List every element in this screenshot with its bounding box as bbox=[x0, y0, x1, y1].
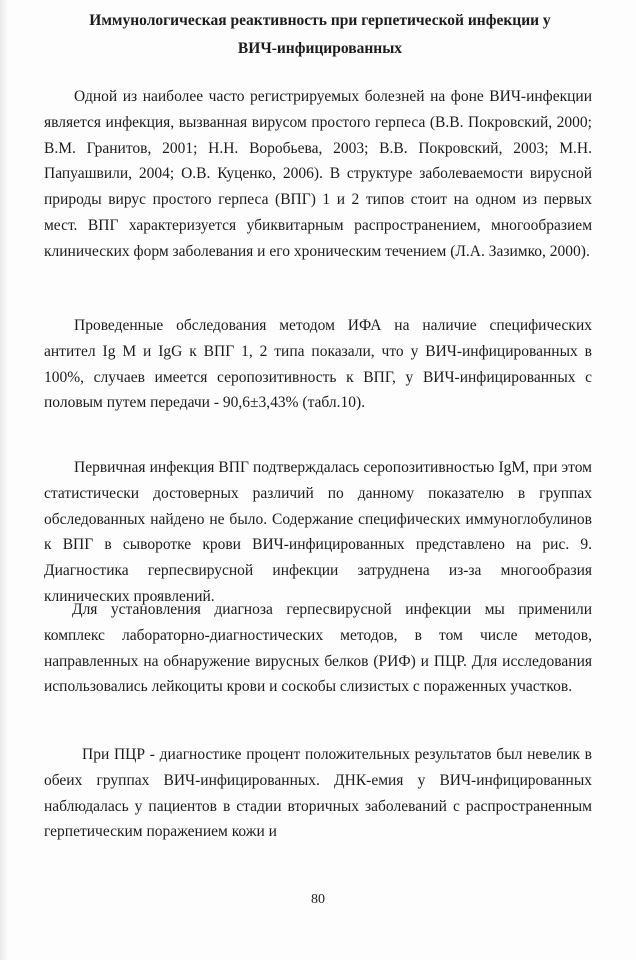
paragraph-2: Проведенные обследования методом ИФА на наличие специфических антител Ig M и IgG к ВПГ 1, 2 типа показали, что у ВИЧ-инфицированных в 100%, случаев имеется серопозитивность к ВПГ, у ВИЧ-инфицированных с половым путем передачи - 90,6±3,43% (табл.10). bbox=[44, 317, 592, 412]
paragraph-4: Для установления диагноза герпесвирусной инфекции мы применили комплекс лабораторно-диагностических методов, в том числе методов, направленных на обнаружение вирусных белков (РИФ) и ПЦР. Для исследования использовались лейкоциты крови и соскобы слизистых с пораженных участков. bbox=[44, 601, 592, 696]
document-title-line-1: Иммунологическая реактивность при герпетической инфекции у bbox=[89, 12, 551, 29]
paragraph-3: Первичная инфекция ВПГ подтверждалась серопозитивностью IgM, при этом статистически достоверных различий по данному показателю в группах обследованных найдено не было. Содержание специфических иммуноглобулинов к ВПГ в сыворотке крови ВИЧ-инфицированных представлено на рис. 9. Диагностика герпесвирусной инфекции затруднена из-за многообразия клинических проявлений. bbox=[44, 459, 592, 605]
paragraph-1: Одной из наиболее часто регистрируемых болезней на фоне ВИЧ-инфекции является инфекция, вызванная вирусом простого герпеса (В.В. Покровский, 2000; В.М. Гранитов, 2001; Н.Н. Воробьева, 2003; В.В. Покровский, 2003; М.Н. Папуашвили, 2004; О.В. Куценко, 2006). В структуре заболеваемости вирусной природы вирус простого герпеса (ВПГ) 1 и 2 типов стоит на одном из первых мест. ВПГ характеризуется убиквитарным распространением, многообразием клинических форм заболевания и его хроническим течением (Л.А. Зазимко, 2000). bbox=[44, 88, 592, 260]
page-number: 80 bbox=[311, 892, 325, 907]
document-title-line-2: ВИЧ-инфицированных bbox=[237, 40, 403, 57]
paragraph-5: При ПЦР - диагностике процент положительных результатов был невелик в обеих группах ВИЧ-инфицированных. ДНК-емия у ВИЧ-инфицированных наблюдалась у пациентов в стадии вторичных заболеваний с распространенным герпетическим поражением кожи и bbox=[44, 746, 592, 841]
